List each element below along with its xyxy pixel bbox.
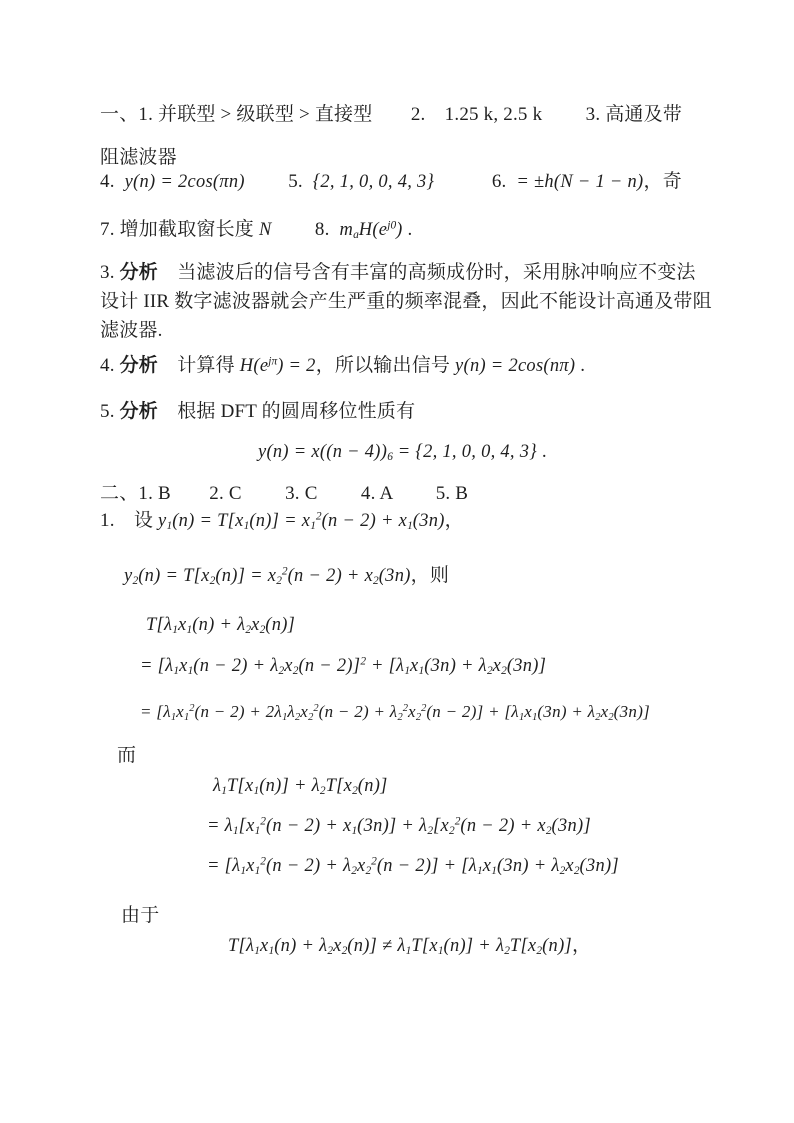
- derivation-linear-step-2: = $[\lambda_1x_1^2(n - 2) + \lambda_2x_2^2(n - 2)] + [\lambda_1x_1(3n) + \lambda_2x_2(3n)]$: [207, 855, 619, 878]
- fill-blank-answers-line-4: 7. 增加截取窗长度 N 8. $m_aH(e^{j0})$ .: [100, 219, 413, 242]
- connective-youyu: 由于: [121, 905, 160, 926]
- analysis-4-line: 4. 分析 计算得 $H(e^{j\pi}) = 2$，所以输出信号 y(n) = 2cos(nπ) .: [100, 355, 586, 376]
- derivation-setup-line-2: $y_2(n) = T[x_2(n)] = x_2^2(n - 2) + x_2(3n)$，则: [124, 565, 450, 588]
- analysis-3-line-1: 3. 分析 当滤波后的信号含有丰富的高频成份时，采用脉冲响应不变法: [100, 262, 696, 283]
- derivation-linear-combination: $\lambda_1T[x_1(n)] + \lambda_2T[x_2(n)]$: [213, 775, 388, 798]
- analysis-3-line-3: 滤波器.: [100, 320, 163, 341]
- fill-blank-answers-line-2: 阻滤波器: [100, 147, 177, 168]
- equation-circular-shift: $y(n) = x((n - 4))_6 = \{2$, 1, 0, 0, 4, 3} .: [258, 441, 547, 464]
- fill-blank-answers-line-3: 4. y(n) = 2cos(πn) 5. {2, 1, 0, 0, 4, 3} 6. = ±h(N − 1 − n)，奇: [100, 171, 682, 192]
- analysis-3-line-2: 设计 IIR 数字滤波器就会产生严重的频率混叠，因此不能设计高通及带阻: [100, 291, 712, 312]
- derivation-expand-step-2: = $[\lambda_1x_1^2(n - 2) + 2\lambda_1\lambda_2x_2^2(n - 2) + \lambda_2^2x_2^2(n - 2)] + [\lambda_1x_1(3n) + \lambda_2x_2(3n)]$: [140, 702, 651, 723]
- derivation-T-combined: $T[\lambda_1x_1(n) + \lambda_2x_2(n)]$: [146, 614, 296, 637]
- multiple-choice-answers-line: 二、1. B 2. C 3. C 4. A 5. B: [100, 483, 469, 504]
- derivation-expand-step-1: = $[\lambda_1x_1(n - 2) + \lambda_2x_2(n - 2)]^2 + [\lambda_1x_1(3n) + \lambda_2x_2(3n)]$: [140, 655, 547, 678]
- analysis-5-line: 5. 分析 根据 DFT 的圆周移位性质有: [100, 401, 416, 422]
- fill-blank-answers-line-1: 一、1. 并联型 > 级联型 > 直接型 2. 1.25 k, 2.5 k 3. 高通及带: [100, 104, 683, 125]
- derivation-linear-step-1: = $\lambda_1[x_1^2(n - 2) + x_1(3n)] + \lambda_2[x_2^2(n - 2) + x_2(3n)]$: [207, 815, 591, 838]
- equation-nonlinearity-conclusion: $T[\lambda_1x_1(n) + \lambda_2x_2(n)] \ne \lambda_1T[x_1(n)] + \lambda_2T[x_2(n)]$，: [228, 935, 592, 958]
- derivation-setup-line-1: 1. 设 $y_1(n) = T[x_1(n)] = x_1^2(n - 2) + x_1(3n)$，: [100, 510, 464, 533]
- connective-er: 而: [117, 745, 137, 766]
